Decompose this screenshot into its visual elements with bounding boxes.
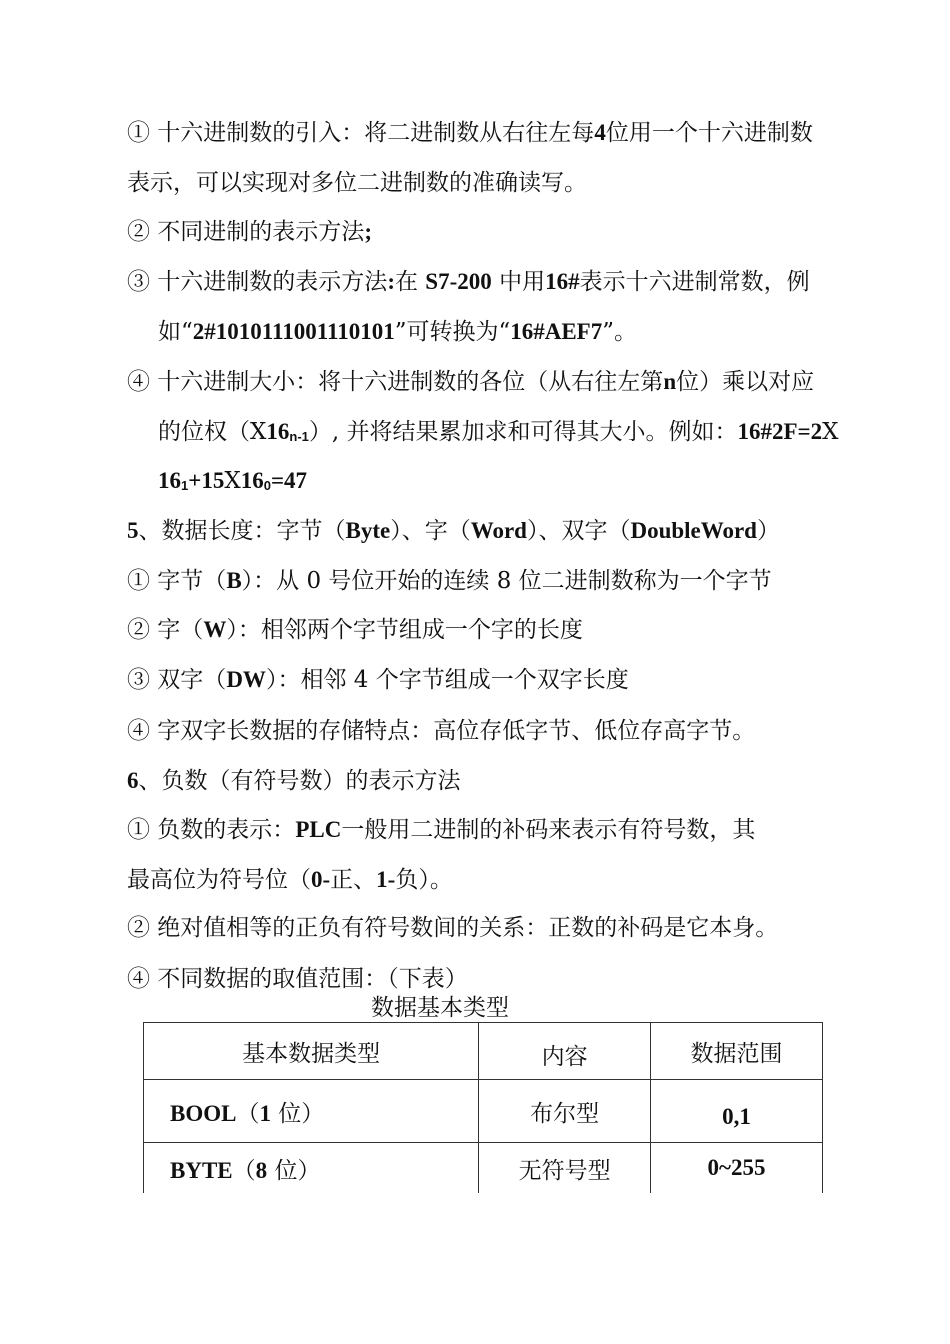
section-heading-data-length: 5、数据长度：字节（Byte）、字（Word）、双字（DoubleWord） bbox=[127, 518, 780, 544]
paragraph-hex-magnitude: ④ 十六进制大小：将十六进制数的各位（从右往左第n位）乘以对应 bbox=[127, 369, 815, 395]
table-row bbox=[144, 1143, 823, 1194]
table-cell-content: 无符号型 bbox=[479, 1143, 651, 1194]
paragraph-storage: ④ 字双字长数据的存储特点：高位存低字节、低位存高字节。 bbox=[127, 718, 756, 744]
paragraph-hex-notation: ③ 十六进制数的表示方法:在 S7-200 中用16#表示十六进制常数，例 bbox=[127, 269, 810, 295]
paragraph-double-word: ③ 双字（DW）：相邻 4 个字节组成一个双字长度 bbox=[127, 667, 629, 693]
paragraph-negative-repr-cont: 最高位为符号位（0-正、1-负）。 bbox=[127, 867, 453, 893]
paragraph-hex-magnitude-cont: 的位权$(X16_{n-1})$, 并将结果累加求和可得其大小。例如：16#2F=2X bbox=[158, 419, 839, 445]
table-caption: 数据基本类型 bbox=[371, 995, 509, 1021]
table-header-cell: 基本数据类型 bbox=[144, 1023, 479, 1080]
paragraph-abs-value: ② 绝对值相等的正负有符号数间的关系：正数的补码是它本身。 bbox=[127, 915, 779, 941]
paragraph-negative-repr: ① 负数的表示：PLC一般用二进制的补码来表示有符号数，其 bbox=[127, 817, 756, 843]
paragraph-hex-intro: ① 十六进制数的引入：将二进制数从右往左每4位用一个十六进制数 bbox=[127, 120, 813, 146]
paragraph-base-notation: ② 不同进制的表示方法; bbox=[127, 219, 372, 245]
data-types-table bbox=[143, 1022, 823, 1193]
table-cell-range: 0,1 bbox=[651, 1080, 823, 1143]
section-heading-negative: 6、负数（有符号数）的表示方法 bbox=[127, 768, 461, 794]
table-cell-content: 布尔型 bbox=[479, 1080, 651, 1143]
table-header-cell: 数据范围 bbox=[651, 1023, 823, 1080]
table-header-cell: 内容 bbox=[479, 1023, 651, 1080]
paragraph-word: ② 字（W）：相邻两个字节组成一个字的长度 bbox=[127, 617, 583, 643]
table-header-row bbox=[144, 1023, 823, 1080]
paragraph-value-ranges: ④ 不同数据的取值范围：（下表） bbox=[127, 966, 468, 992]
table-cell-type: BYTE（8 位） bbox=[144, 1143, 479, 1194]
table-cell-range: 0~255 bbox=[651, 1143, 823, 1194]
paragraph-byte: ① 字节（B）：从 0 号位开始的连续 8 位二进制数称为一个字节 bbox=[127, 568, 772, 594]
table-row bbox=[144, 1080, 823, 1143]
paragraph-hex-intro-cont: 表示，可以实现对多位二进制数的准确读写。 bbox=[127, 170, 587, 196]
paragraph-hex-example: 如“2#1010111001110101”可转换为“16#AEF7”。 bbox=[158, 319, 637, 345]
table-cell-type: BOOL（1 位） bbox=[144, 1080, 479, 1143]
paragraph-hex-magnitude-result: $16_1+15X16_0=47$ bbox=[158, 468, 308, 494]
